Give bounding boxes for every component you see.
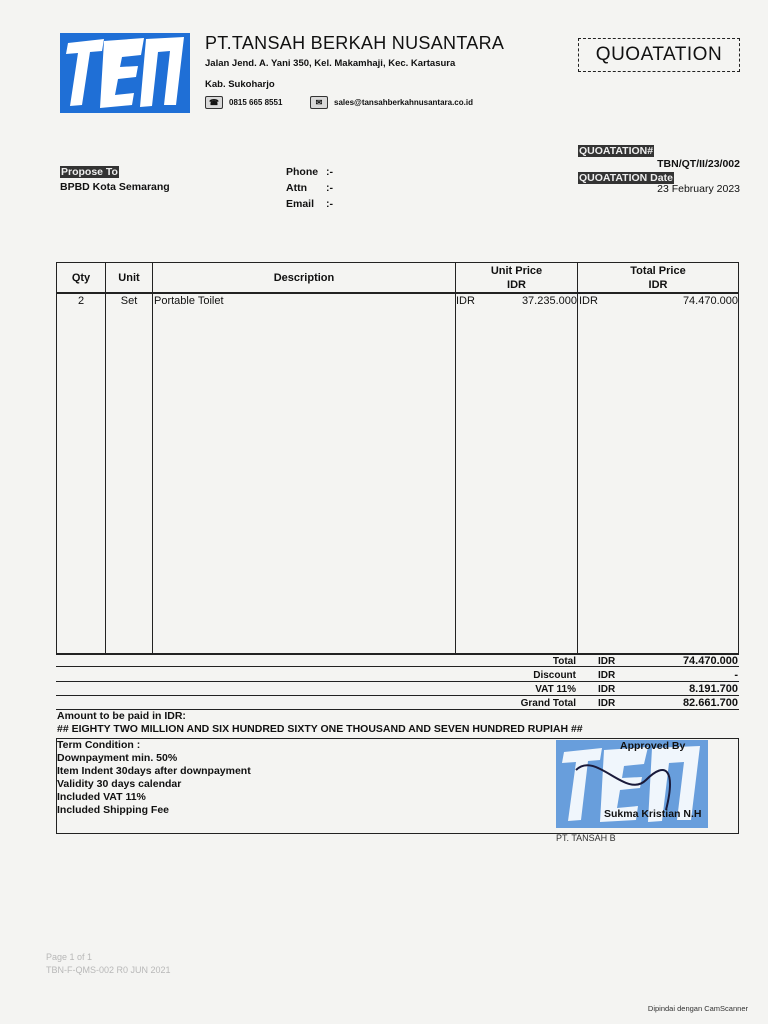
row-unit-price: 37.235.000 [521,295,577,307]
row-qty: 2 [77,295,85,307]
logo-mark-icon [60,33,190,113]
term-item: Validity 30 days calendar [57,778,182,790]
phone-icon: ☎ [205,96,223,109]
quotation-date-label-text: QUOATATION Date [579,172,673,184]
items-table [56,262,739,654]
company-logo [60,33,190,113]
row-description: Portable Toilet [154,295,224,307]
company-email [310,94,473,110]
row-total-currency: IDR [579,295,598,307]
quotation-date: 23 February 2023 [657,183,740,195]
quotation-number-label-text: QUOATATION# [579,145,654,157]
amount-text: ## EIGHTY TWO MILLION AND SIX HUNDRED SIXTY ONE THOUSAND AND SEVEN HUNDRED RUPIAH ## [57,723,583,735]
discount-currency: IDR [598,670,616,681]
stamp-company-text: PT. TANSAH B [556,833,616,843]
company-phone-value: 0815 665 8551 [229,97,283,107]
total-value: 74.470.000 [682,655,738,667]
vat-currency: IDR [598,684,616,695]
phone-label: Phone [286,166,319,178]
amount-label: Amount to be paid in IDR: [57,710,186,722]
total-label: Total [552,656,576,667]
header-total-price-text: Total Price [630,264,686,277]
document-title: QUOATATION [578,38,740,72]
header-total-price-currency: IDR [648,278,668,291]
row-total: 74.470.000 [682,295,738,307]
header-description-text: Description [273,271,335,284]
vat-label: VAT 11% [535,684,576,695]
company-city: Kab. Sukoharjo [205,79,275,90]
header-unit-price-text: Unit Price [490,264,543,277]
phone-value: :- [326,166,333,178]
terms-conditions [57,739,251,817]
grand-total-value: 82.661.700 [682,697,738,709]
quotation-number: TBN/QT/II/23/002 [657,158,740,170]
customer-name: BPBD Kota Semarang [60,181,170,193]
email-icon: ✉ [310,96,328,109]
quotation-number-label [578,145,654,157]
row-unit-price-currency: IDR [456,295,475,307]
discount-value: - [734,669,738,681]
attn-label: Attn [286,182,307,194]
term-item: Item Indent 30days after downpayment [57,765,251,777]
term-item: Downpayment min. 50% [57,752,178,764]
grand-total-label: Grand Total [520,698,576,709]
approved-by-label: Approved By [620,740,686,752]
company-name: PT.TANSAH BERKAH NUSANTARA [205,33,505,53]
header-unit-price-currency: IDR [507,278,526,291]
term-item: Included Shipping Fee [57,804,170,816]
vat-value: 8.191.700 [689,683,738,695]
term-item: Included VAT 11% [57,791,146,803]
header-unit-text: Unit [118,271,140,284]
email-label: Email [286,198,315,210]
row-unit: Set [120,295,138,307]
signer-name: Sukma Kristian N.H [604,808,702,820]
total-currency: IDR [598,656,616,667]
amount-in-words [57,710,583,736]
header-unit [106,263,152,292]
propose-to-label [60,166,119,178]
header-total-price [578,263,738,292]
propose-to-label-text: Propose To [61,166,118,178]
scanner-watermark: Dipindai dengan CamScanner [647,1004,748,1013]
company-address: Jalan Jend. A. Yani 350, Kel. Makamhaji, Kec. Kartasura [205,58,456,69]
company-phone [205,94,282,110]
terms-title: Term Condition : [57,739,141,751]
email-value: :- [326,198,333,210]
form-code: TBN-F-QMS-002 R0 JUN 2021 [46,965,171,975]
header-unit-price [456,263,577,292]
company-email-value: sales@tansahberkahnusantara.co.id [334,97,473,107]
page-number: Page 1 of 1 [46,952,93,962]
header-qty [57,263,105,292]
grand-total-currency: IDR [598,698,616,709]
header-qty-text: Qty [71,271,91,284]
header-description [153,263,455,292]
attn-value: :- [326,182,333,194]
discount-label: Discount [533,670,576,681]
